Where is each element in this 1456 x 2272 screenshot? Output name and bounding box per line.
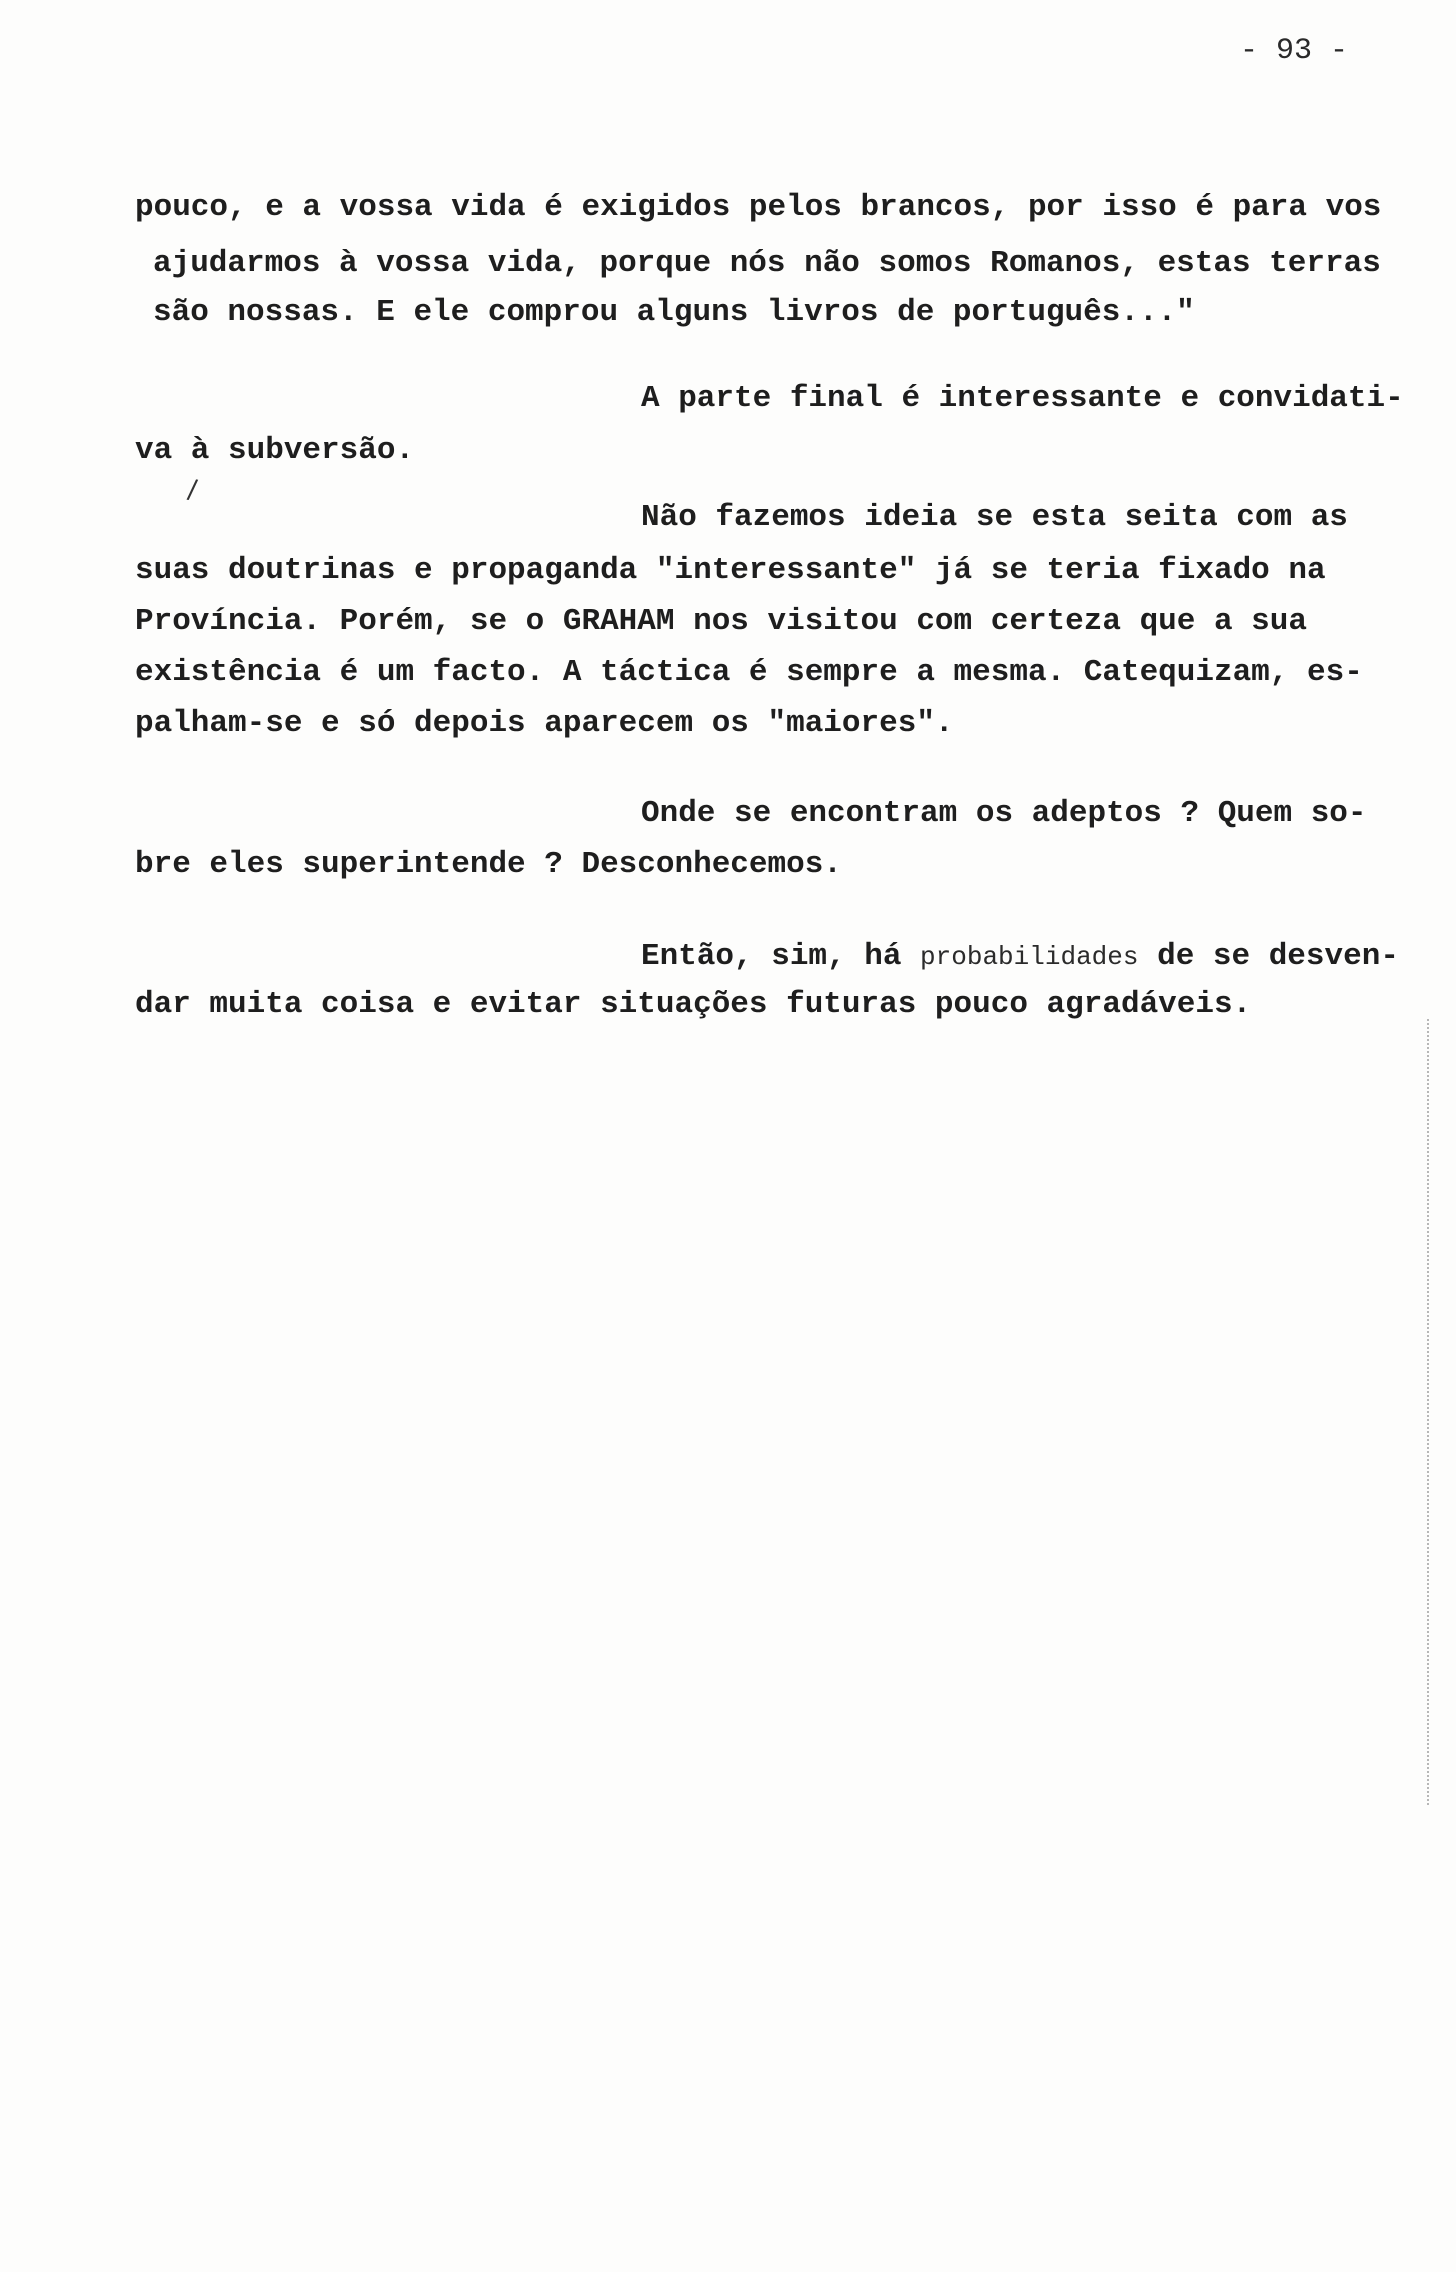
paragraph-line [641,937,1399,977]
line-segment: Então, sim, há [641,939,921,974]
paragraph-line: são nossas. E ele comprou alguns livros de português..." [153,295,1195,330]
stray-slash-mark: / [185,474,199,506]
paragraph-line: suas doutrinas e propaganda "interessante" já se teria fixado na [135,553,1326,588]
paragraph-line: Não fazemos ideia se esta seita com as [641,500,1348,535]
paragraph-line: A parte final é interessante e convidati- [641,381,1404,416]
paragraph-line: ajudarmos à vossa vida, porque nós não somos Romanos, estas terras [153,246,1381,281]
scan-edge-line [1427,1019,1429,1805]
line-segment: de se desven- [1138,939,1399,974]
paragraph-line: Onde se encontram os adeptos ? Quem so- [641,796,1367,831]
page-number: - 93 - [1240,34,1349,68]
paragraph-line: va à subversão. [135,433,415,468]
paragraph-line: dar muita coisa e evitar situações futuras pouco agradáveis. [135,987,1252,1022]
paragraph-line: existência é um facto. A táctica é sempre a mesma. Catequizam, es- [135,655,1363,690]
paragraph-line: bre eles superintende ? Desconhecemos. [135,847,842,882]
paragraph-line: Província. Porém, se o GRAHAM nos visitou com certeza que a sua [135,604,1307,639]
paragraph-line: pouco, e a vossa vida é exigidos pelos brancos, por isso é para vos [135,190,1382,225]
line-segment-small-type: probabilidades [920,942,1139,972]
paragraph-line: palham-se e só depois aparecem os "maiores". [135,706,954,741]
